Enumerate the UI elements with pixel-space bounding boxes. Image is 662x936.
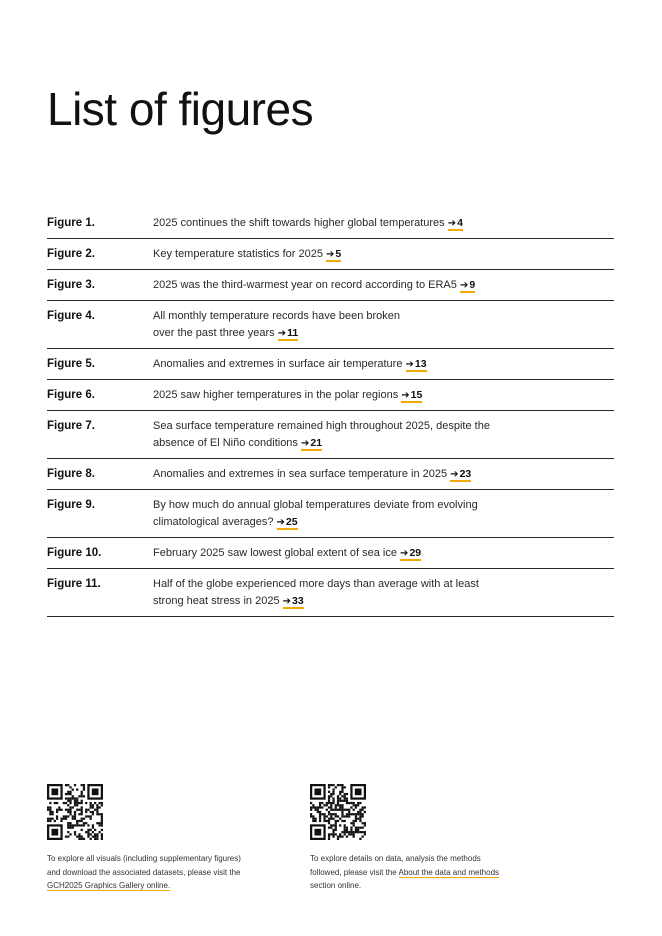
- figure-description: [153, 418, 513, 452]
- figure-label: Figure 5.: [47, 358, 95, 370]
- figure-row[interactable]: [47, 411, 614, 459]
- figure-description: [153, 387, 513, 404]
- figure-description-line: over the past three years: [153, 327, 275, 339]
- methods-note: [310, 852, 530, 893]
- arrow-right-icon: ➔: [276, 517, 285, 528]
- figure-description-line: By how much do annual global temperatures deviate from evolving: [153, 499, 478, 511]
- figure-row[interactable]: [47, 208, 614, 239]
- figure-description-line: climatological averages?: [153, 516, 274, 528]
- figure-description: [153, 215, 513, 232]
- figure-page-number: 11: [287, 327, 299, 339]
- figure-label: Figure 3.: [47, 279, 95, 291]
- qr-code-icon[interactable]: [47, 784, 103, 840]
- arrow-right-icon: ➔: [447, 218, 457, 229]
- figure-label: Figure 6.: [47, 389, 95, 401]
- methods-note-text2: followed, please visit the: [310, 867, 399, 877]
- arrow-right-icon: ➔: [400, 548, 409, 559]
- arrow-right-icon: ➔: [405, 359, 414, 370]
- figure-description-line: Anomalies and extremes in sea surface temperature in 2025: [153, 468, 448, 480]
- arrow-right-icon: ➔: [401, 390, 410, 401]
- figure-page-number: 29: [409, 547, 422, 559]
- graphics-gallery-link[interactable]: GCH2025 Graphics Gallery online.: [47, 881, 171, 890]
- figure-description-line: Half of the globe experienced more days than average with at least: [153, 578, 479, 590]
- figure-row[interactable]: [47, 270, 614, 301]
- figure-description-line: Anomalies and extremes in surface air temperature: [153, 358, 403, 370]
- methods-note-text1: To explore details on data, analysis the methods: [310, 854, 481, 863]
- figure-description: [153, 308, 513, 342]
- figure-description-line: absence of El Niño conditions: [153, 437, 298, 449]
- figure-page-number: 15: [410, 389, 423, 401]
- arrow-right-icon: ➔: [459, 280, 469, 291]
- figure-page-link[interactable]: [460, 279, 475, 293]
- figure-description-line: February 2025 saw lowest global extent of sea ice: [153, 547, 397, 559]
- figure-label: Figure 7.: [47, 420, 95, 432]
- figure-page-link[interactable]: [283, 595, 304, 609]
- figure-description-line: strong heat stress in 2025: [153, 595, 280, 607]
- figure-label: Figure 2.: [47, 248, 95, 260]
- figure-row[interactable]: [47, 569, 614, 617]
- figure-description: [153, 277, 513, 294]
- figure-description-line: 2025 saw higher temperatures in the polar regions: [153, 389, 399, 401]
- figure-page-number: 33: [292, 595, 304, 607]
- figure-page-number: 23: [459, 468, 472, 480]
- figure-label: Figure 8.: [47, 468, 95, 480]
- figure-page-number: 5: [335, 248, 342, 260]
- data-methods-link[interactable]: About the data and methods: [398, 867, 500, 877]
- qr-code-icon[interactable]: [310, 784, 366, 840]
- figure-page-link[interactable]: [450, 468, 471, 482]
- gallery-note: [47, 852, 267, 893]
- arrow-right-icon: ➔: [301, 438, 310, 449]
- figure-description: [153, 356, 513, 373]
- arrow-right-icon: ➔: [277, 328, 287, 339]
- figure-description: [153, 545, 513, 562]
- figure-row[interactable]: [47, 301, 614, 349]
- figure-label: Figure 4.: [47, 310, 95, 322]
- figure-page-number: 4: [457, 217, 463, 229]
- figure-row[interactable]: [47, 459, 614, 490]
- figure-description: [153, 576, 513, 610]
- figure-row[interactable]: [47, 538, 614, 569]
- figure-page-link[interactable]: [400, 547, 421, 561]
- figure-page-link[interactable]: [326, 248, 341, 262]
- gallery-note-text2: and download the associated datasets, please visit the: [47, 867, 241, 877]
- arrow-right-icon: ➔: [326, 249, 335, 260]
- methods-note-text3: section online.: [310, 881, 362, 890]
- figure-page-link[interactable]: [406, 358, 427, 372]
- figure-row[interactable]: [47, 490, 614, 538]
- figure-description-line: Sea surface temperature remained high throughout 2025, despite the: [153, 420, 490, 432]
- figure-description-line: 2025 was the third-warmest year on record according to ERA5: [153, 279, 457, 291]
- figure-label: Figure 9.: [47, 499, 95, 511]
- figure-page-number: 25: [285, 516, 298, 528]
- figure-label: Figure 1.: [47, 217, 95, 229]
- figure-page-link[interactable]: [448, 217, 463, 231]
- arrow-right-icon: ➔: [450, 469, 459, 480]
- figure-description-line: All monthly temperature records have been broken: [153, 310, 401, 322]
- figure-page-link[interactable]: [277, 516, 298, 530]
- figure-row[interactable]: [47, 349, 614, 380]
- arrow-right-icon: ➔: [282, 596, 292, 607]
- figure-list: [47, 208, 614, 617]
- figure-row[interactable]: [47, 239, 614, 270]
- figure-description: [153, 246, 513, 263]
- page-title: List of figures: [47, 83, 314, 135]
- figure-page-number: 21: [310, 437, 323, 449]
- figure-description-line: 2025 continues the shift towards higher global temperatures: [153, 217, 445, 229]
- figure-description: [153, 466, 513, 483]
- figure-description-line: Key temperature statistics for 2025: [153, 248, 323, 260]
- figure-row[interactable]: [47, 380, 614, 411]
- figure-page-number: 9: [469, 279, 476, 291]
- gallery-note-text1: To explore all visuals (including supplementary figures): [47, 854, 241, 863]
- figure-label: Figure 11.: [47, 578, 101, 590]
- figure-page-number: 13: [414, 358, 427, 370]
- figure-label: Figure 10.: [47, 547, 102, 559]
- figure-page-link[interactable]: [401, 389, 422, 403]
- figure-description: [153, 497, 513, 531]
- figure-page-link[interactable]: [301, 437, 322, 451]
- figure-page-link[interactable]: [278, 327, 299, 341]
